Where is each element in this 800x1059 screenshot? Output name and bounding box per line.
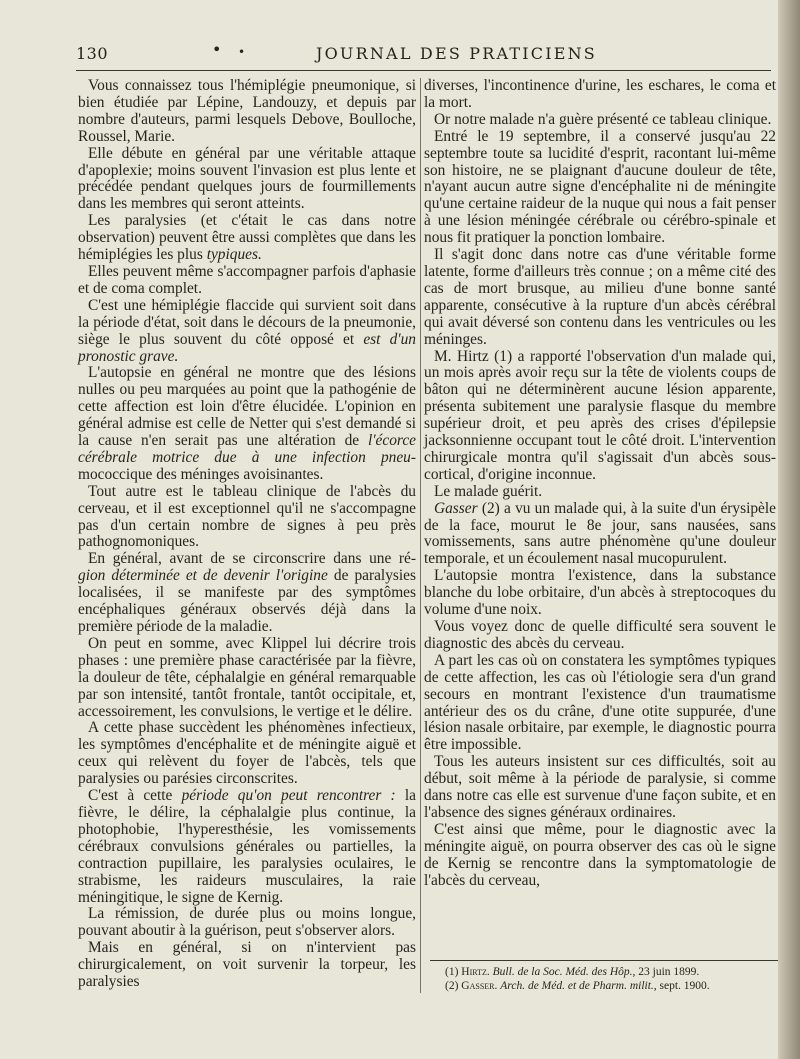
paragraph: Le malade guérit. (434, 482, 543, 500)
italic-term: typiques. (206, 246, 262, 264)
paragraph: Vous voyez donc de quelle difficulté sera souvent le diagnostic des abcès du cerveau. (424, 618, 776, 652)
footnote-author: Gasser. (461, 980, 498, 992)
italic-phrase: l'écorce cérébrale motrice due à une infection pneu- (78, 432, 416, 466)
print-speck: • (212, 40, 222, 59)
page-header (76, 40, 776, 68)
paragraph: Les paralysies (et c'était le cas dans notre observation) peuvent être aussi complètes que dans les hémiplégies les plus typiques. (78, 212, 416, 264)
header-rule (76, 70, 771, 71)
paragraph: Elle débute en général par une véritable attaque d'apoplexie; moins souvent l'invasion est plus lente et précédée pendant quelques jours de fourmillements dans les membres qui seront atteints. (78, 144, 416, 213)
paragraph: C'est ainsi que même, pour le diagnostic avec la méningite aiguë, on pourra observer des cas où le signe de Kernig se rencontre dans la symptomatologie de l'abcès du cerveau, (424, 820, 776, 889)
paragraph: Mais en général, si on n'intervient pas chirurgicalement, on voit survenir la torpeur, les paralysies (78, 939, 416, 991)
footnote-author: Hirtz. (461, 966, 490, 978)
paragraph: C'est à cette période qu'on peut rencontrer : la fièvre, le délire, la céphalalgie plus continue, la photophobie, l'hyperesthésie, les vomissements cérébraux convulsions générales ou partielles, la contraction pupillaire, les paralysies oculaires, le strabisme, les raideurs musculaires, la raie méningitique, le signe de Kernig. (78, 787, 416, 906)
footnote: (1) Hirtz. Bull. de la Soc. Méd. des Hôp., 23 juin 1899. (445, 966, 700, 978)
print-speck: • (238, 45, 246, 59)
paragraph: diverses, l'incontinence d'urine, les eschares, le coma et la mort. (424, 77, 776, 111)
paragraph: La rémission, de durée plus ou moins longue, pouvant aboutir à la guérison, peut s'observer alors. (78, 905, 416, 940)
paragraph: A cette phase succèdent les phénomènes infectieux, les symptômes d'encéphalite et de méningite aiguë et ceux qui relèvent du foyer de l'abcès, tels que paralysies ou parésies circonscrites. (78, 719, 416, 788)
paragraph: Entré le 19 septembre, il a conservé jusqu'au 22 septembre toute sa lucidité d'esprit, racontant lui-même son histoire, ne se plaignant d'aucune douleur de tête, n'ayant aucun autre signe d'encéphalite ni de méningite qu'une certaine raideur de la nuque qui nous a fait penser à une lésion méningée cérébrale ou cérébro-spinale et nous fit pratiquer la ponction lombaire. (424, 127, 776, 247)
paragraph: Gasser (2) a vu un malade qui, à la suite d'un érysipèle de la face, mourut le 8e jour, sans nausées, sans vomissements, sans autre phénomène qu'une douleur temporale, et un écoulement nasal mucopurulent. (424, 499, 776, 568)
italic-phrase: est d'un pronostic grave. (78, 330, 416, 365)
paragraph: Il s'agit donc dans notre cas d'une véritable forme latente, forme d'ailleurs très connue ; on a même cité des cas de mort brusque, au milieu d'une bonne santé apparente, consécutive à la rupture d'un abcès cérébral qui avait déversé son contenu dans les ventricules ou les méninges. (424, 246, 776, 348)
italic-phrase: période qu'on peut rencontrer : (181, 787, 396, 805)
page-edge (778, 0, 800, 1059)
column-divider (420, 78, 421, 993)
paragraph: L'autopsie montra l'existence, dans la substance blanche du lobe orbitaire, d'un abcès à streptocoques du volume d'une noix. (424, 567, 776, 619)
left-column (78, 78, 416, 991)
paragraph: Vous connaissez tous l'hémiplégie pneumonique, si bien étudiée par Lépine, Landouzy, et depuis par nombre d'auteurs, parmi lesquels Debove, Boulloche, Roussel, Marie. (78, 77, 416, 145)
paragraph: A part les cas où on constatera les symptômes typiques de cette affection, les cas où l'étiologie sera d'un grand secours en montrant l'existence d'un traumatisme antérieur des os du crâne, d'une otite suppurée, d'une lésion nasale orbitaire, par exemple, le diagnostic pourra être impossible. (424, 651, 776, 754)
paragraph: En général, avant de se circonscrire dans une ré- gion déterminée et de devenir l'origine de paralysies localisées, il se manifeste par des symptômes encéphaliques généraux observés déjà dans la première période de la maladie. (78, 550, 416, 635)
paragraph: Elles peuvent même s'accompagner parfois d'aphasie et de coma complet. (78, 262, 416, 297)
paragraph: On peut en somme, avec Klippel lui décrire trois phases : une première phase caractérisée par la fièvre, la douleur de tête, céphalalgie en général remarquable par son intensité, tantôt frontale, tantôt occipitale, et, accessoirement, les convulsions, le vertige et le délire. (78, 634, 416, 720)
paragraph: M. Hirtz (1) a rapporté l'observation d'un malade qui, un mois après avoir reçu sur la tête de violents coups de bâton qui ne déterminèrent aucune lésion apparente, présenta subitement une paralysie flasque du membre supérieur droit, et peu après des crises d'épilepsie jacksonnienne occupant tout le côté droit. L'intervention chirurgicale montra qu'il s'agissait d'un abcès sous-cortical, d'origine inconnue. (424, 347, 776, 483)
paragraph: Or notre malade n'a guère présenté ce tableau clinique. (434, 110, 772, 128)
italic-phrase: gion déterminée et de devenir l'origine (78, 567, 328, 585)
paragraph: C'est une hémiplégie flaccide qui survient soit dans la période d'état, soit dans le décours de la pneumonie, siège le plus souvent du côté opposé et est d'un pronostic grave. (78, 296, 416, 365)
footnote: (2) Gasser. Arch. de Méd. et de Pharm. milit., sept. 1900. (445, 980, 710, 992)
paragraph: Tout autre est le tableau clinique de l'abcès du cerveau, et il est exceptionnel qu'il ne s'accompagne pas d'un certain nombre de signes à peu près pathognomoniques. (78, 482, 416, 551)
paragraph: L'autopsie en général ne montre que des lésions nulles ou peu marquées au point que la pathogénie de cette affection est loin d'être élucidée. L'opinion en général admise est celle de Netter qui s'est demandé si la cause n'en serait pas une altération de l'écorce cérébrale motrice due à une infection pneu- mococcique des méninges avoisinantes. (78, 364, 416, 483)
footnote-source: Bull. de la Soc. Méd. des Hôp., (492, 966, 636, 978)
italic-name: Gasser (434, 499, 478, 517)
footnote-source: Arch. de Méd. et de Pharm. milit., (500, 980, 657, 992)
right-column (424, 78, 776, 890)
journal-title: JOURNAL DES PRATICIENS (316, 44, 597, 63)
paragraph: Tous les auteurs insistent sur ces difficultés, soit au début, soit même à la période de paralysie, si comme dans notre cas elle est survenue d'une façon subite, et en l'absence des signes généraux ordinaires. (424, 753, 776, 821)
page-number: 130 (76, 44, 109, 63)
footnote-rule (430, 960, 778, 961)
footnotes (445, 965, 775, 993)
